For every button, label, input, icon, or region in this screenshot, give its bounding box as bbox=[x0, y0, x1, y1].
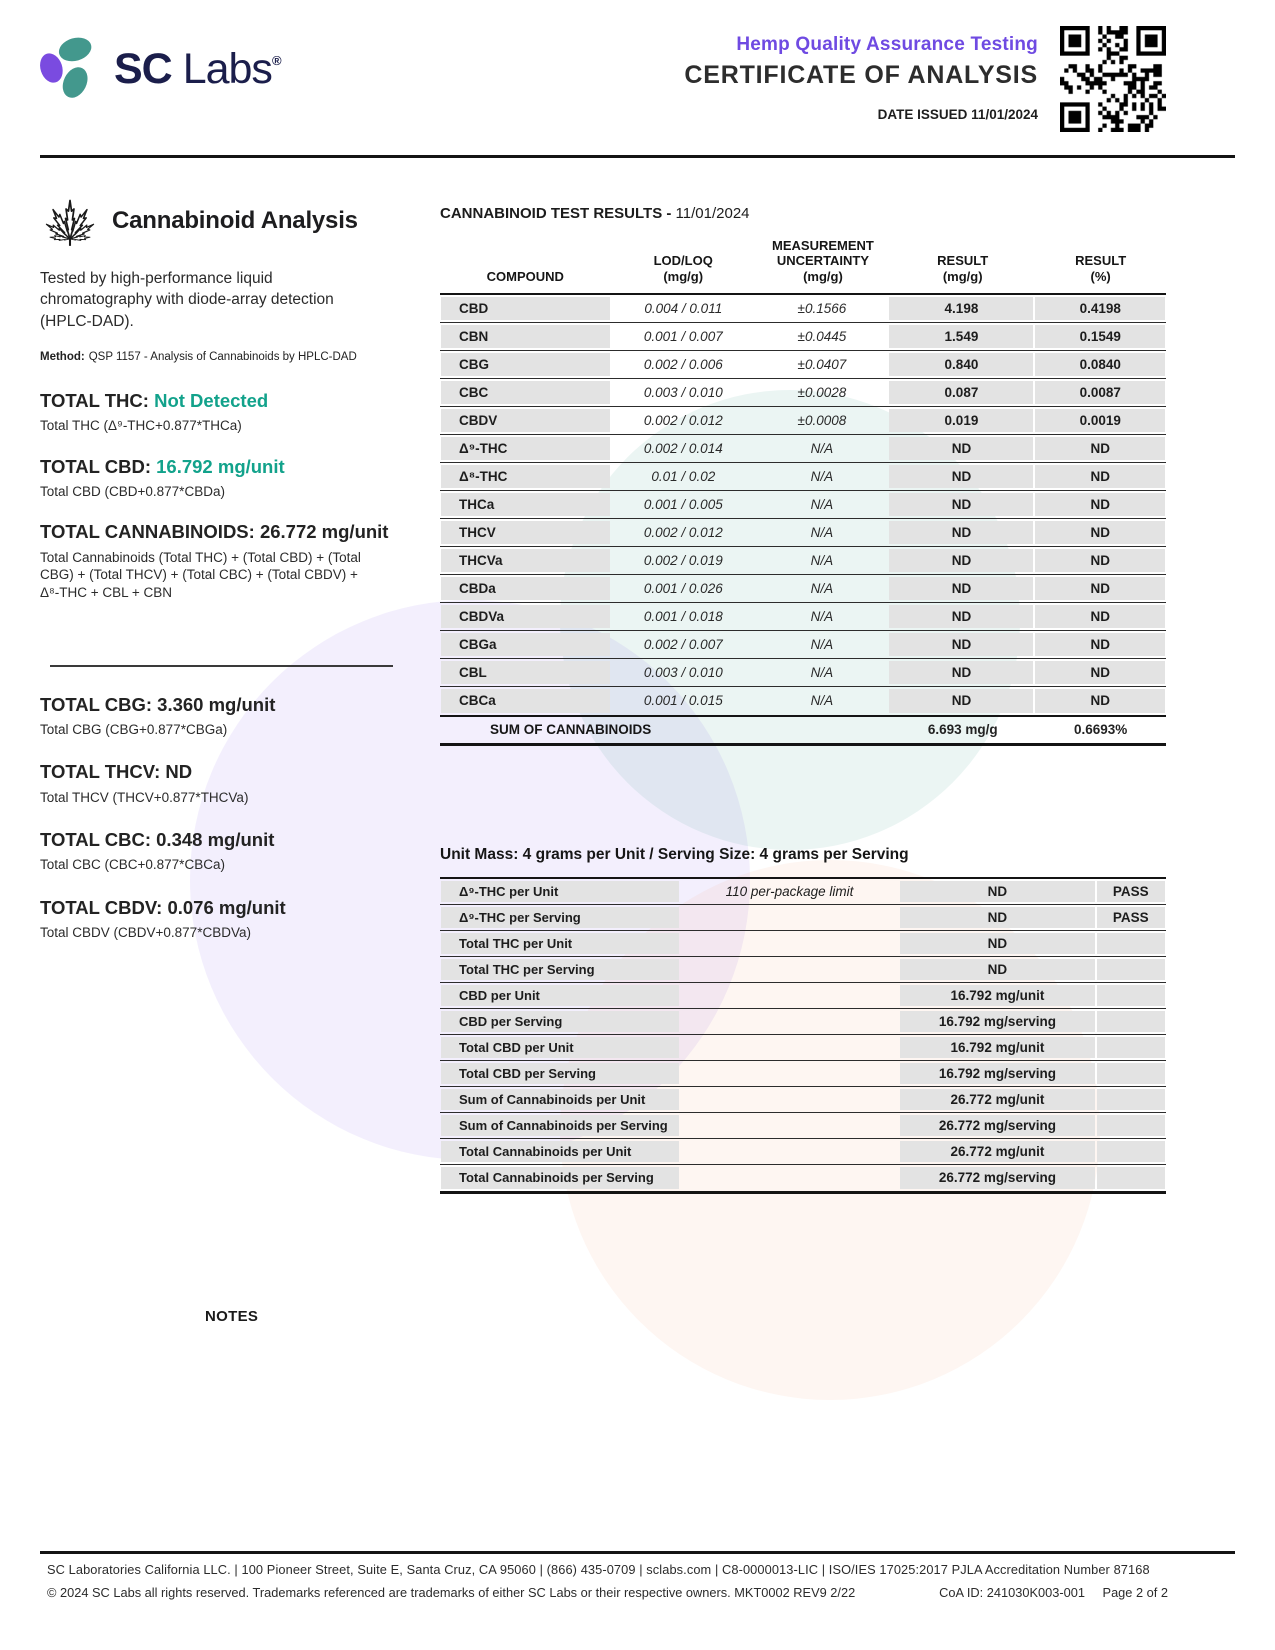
certificate-title: CERTIFICATE OF ANALYSIS bbox=[684, 61, 1038, 89]
result-mg-cell: 1.549 bbox=[889, 325, 1033, 348]
unit-row bbox=[440, 1113, 1166, 1139]
result-mg-cell: ND bbox=[889, 661, 1033, 684]
total-item bbox=[40, 693, 412, 739]
sum-of-cannabinoids-row bbox=[440, 715, 1166, 746]
result-row bbox=[440, 519, 1166, 547]
total-label: TOTAL CBG: bbox=[40, 693, 153, 715]
brand-sc: SC bbox=[114, 45, 172, 93]
unit-row-label: Total CBD per Unit bbox=[441, 1037, 679, 1058]
compound-cell: Δ⁹-THC bbox=[441, 437, 610, 460]
uncertainty-cell: N/A bbox=[810, 496, 834, 512]
footer-ids bbox=[925, 1585, 1168, 1600]
unit-mass-table bbox=[440, 877, 1166, 1194]
brand-labs: Labs bbox=[182, 45, 272, 93]
total-title bbox=[40, 828, 412, 851]
unit-mass-title: Unit Mass: 4 grams per Unit / Serving Size: 4 grams per Serving bbox=[440, 845, 909, 863]
result-mg-cell: ND bbox=[889, 437, 1033, 460]
unit-row-label: CBD per Unit bbox=[441, 985, 679, 1006]
lodloq-cell: 0.003 / 0.010 bbox=[643, 384, 723, 400]
notes-heading: NOTES bbox=[205, 1308, 259, 1325]
lodloq-cell: 0.002 / 0.012 bbox=[643, 412, 723, 428]
unit-row-status bbox=[1097, 1167, 1165, 1189]
compound-cell: THCVa bbox=[441, 549, 610, 572]
unit-row bbox=[440, 879, 1166, 905]
total-label: TOTAL CBDV: bbox=[40, 896, 163, 918]
footer-legal-line bbox=[47, 1585, 1168, 1600]
lodloq-cell: 0.004 / 0.011 bbox=[644, 300, 723, 316]
lodloq-cell: 0.001 / 0.015 bbox=[643, 693, 723, 709]
unit-row-limit bbox=[680, 1009, 900, 1034]
result-row bbox=[440, 631, 1166, 659]
page-number: Page 2 of 2 bbox=[1102, 1585, 1168, 1600]
unit-row-label: Δ⁹-THC per Unit bbox=[441, 881, 679, 902]
result-pct-cell: ND bbox=[1035, 493, 1165, 516]
registered-mark: ® bbox=[271, 53, 281, 68]
cannabinoid-analysis-panel bbox=[40, 192, 412, 963]
qr-code bbox=[1060, 26, 1166, 132]
total-label: TOTAL CBC: bbox=[40, 829, 151, 851]
compound-cell: CBG bbox=[441, 353, 610, 376]
lodloq-cell: 0.001 / 0.026 bbox=[643, 580, 723, 596]
program-title: Hemp Quality Assurance Testing bbox=[736, 34, 1038, 55]
result-row bbox=[440, 603, 1166, 631]
result-pct-cell: ND bbox=[1035, 549, 1165, 572]
results-title-date: 11/01/2024 bbox=[671, 205, 750, 222]
result-mg-cell: ND bbox=[889, 633, 1033, 656]
total-label: TOTAL THCV: bbox=[40, 761, 161, 783]
unit-row-limit bbox=[680, 1165, 900, 1191]
result-row bbox=[440, 295, 1166, 323]
date-issued: DATE ISSUED 11/01/2024 bbox=[877, 107, 1038, 122]
footer-copyright: © 2024 SC Labs all rights reserved. Trademarks referenced are trademarks of either SC Labs or their respective owners. MKT0002 REV9 2/22 bbox=[47, 1585, 856, 1600]
left-column-divider bbox=[50, 665, 393, 667]
footer-lab-info: SC Laboratories California LLC. | 100 Pioneer Street, Suite E, Santa Cruz, CA 95060 | (866) 435-0709 | sclabs.com | C8-0000013-LIC | ISO/IES 17025:2017 PJLA Accreditation Number 87168 bbox=[47, 1562, 1150, 1577]
result-mg-cell: ND bbox=[889, 465, 1033, 488]
total-title bbox=[40, 760, 412, 783]
result-row bbox=[440, 575, 1166, 603]
compound-cell: CBDa bbox=[441, 577, 610, 600]
results-table-header bbox=[440, 232, 1166, 295]
result-pct-cell: ND bbox=[1035, 521, 1165, 544]
result-mg-cell: ND bbox=[889, 493, 1033, 516]
result-mg-cell: 4.198 bbox=[889, 297, 1033, 320]
total-value: Not Detected bbox=[154, 390, 269, 412]
uncertainty-cell: N/A bbox=[810, 524, 834, 540]
unit-row-value: 16.792 mg/unit bbox=[900, 985, 1094, 1006]
sc-labs-petals-icon bbox=[40, 36, 102, 103]
unit-row-limit bbox=[680, 1113, 900, 1138]
total-title bbox=[40, 455, 412, 478]
uncertainty-cell: ±0.0008 bbox=[797, 412, 847, 428]
compound-cell: CBDVa bbox=[441, 605, 610, 628]
method-description: Tested by high-performance liquid chromatography with diode-array detection (HPLC-DAD). bbox=[40, 270, 334, 330]
brand-wordmark bbox=[114, 45, 281, 93]
uncertainty-cell: ±0.1566 bbox=[797, 300, 847, 316]
lodloq-cell: 0.002 / 0.007 bbox=[643, 636, 723, 652]
header-divider bbox=[40, 155, 1235, 158]
method-label: Method: bbox=[40, 351, 85, 364]
unit-row-status bbox=[1097, 985, 1165, 1006]
sum-label: SUM OF CANNABINOIDS bbox=[490, 722, 652, 738]
lodloq-cell: 0.003 / 0.010 bbox=[643, 664, 723, 680]
method-value: QSP 1157 - Analysis of Cannabinoids by HPLC-DAD bbox=[88, 351, 357, 364]
lodloq-cell: 0.002 / 0.006 bbox=[643, 356, 723, 372]
result-row bbox=[440, 379, 1166, 407]
unit-row-label: Total THC per Serving bbox=[441, 959, 679, 980]
result-row bbox=[440, 547, 1166, 575]
result-row bbox=[440, 463, 1166, 491]
unit-row-value: 16.792 mg/unit bbox=[900, 1037, 1094, 1058]
total-value: 3.360 mg/unit bbox=[157, 693, 276, 715]
total-title bbox=[40, 896, 412, 919]
results-title-label: CANNABINOID TEST RESULTS - bbox=[440, 205, 672, 222]
footer bbox=[47, 1562, 1168, 1600]
total-value: ND bbox=[165, 761, 193, 783]
total-formula: Total THC (Δ⁹-THC+0.877*THCa) bbox=[40, 418, 242, 434]
lodloq-cell: 0.001 / 0.005 bbox=[643, 496, 723, 512]
column-header-lodloq: LOD/LOQ (mg/g) bbox=[653, 253, 713, 284]
result-mg-cell: ND bbox=[889, 521, 1033, 544]
unit-row-status bbox=[1097, 933, 1165, 954]
total-formula: Total CBC (CBC+0.877*CBCa) bbox=[40, 857, 225, 873]
total-value: 26.772 mg/unit bbox=[259, 521, 389, 543]
result-mg-cell: ND bbox=[889, 549, 1033, 572]
result-mg-cell: 0.840 bbox=[889, 353, 1033, 376]
total-value: 16.792 mg/unit bbox=[156, 455, 285, 477]
footer-divider bbox=[40, 1551, 1235, 1554]
unit-row bbox=[440, 957, 1166, 983]
results-table-title bbox=[440, 205, 1166, 222]
unit-row-status bbox=[1097, 1063, 1165, 1084]
total-title bbox=[40, 693, 412, 716]
unit-row bbox=[440, 1009, 1166, 1035]
unit-row-status bbox=[1097, 1089, 1165, 1110]
unit-row bbox=[440, 931, 1166, 957]
unit-row-value: ND bbox=[900, 907, 1094, 928]
result-row bbox=[440, 351, 1166, 379]
column-header-result-mg: RESULT (mg/g) bbox=[937, 253, 989, 284]
compound-cell: CBN bbox=[441, 325, 610, 348]
unit-row-limit bbox=[680, 1035, 900, 1060]
lodloq-cell: 0.002 / 0.019 bbox=[643, 552, 723, 568]
total-formula: Total CBG (CBG+0.877*CBGa) bbox=[40, 721, 228, 737]
result-pct-cell: ND bbox=[1035, 605, 1165, 628]
unit-row bbox=[440, 1061, 1166, 1087]
unit-row-value: 16.792 mg/serving bbox=[900, 1063, 1094, 1084]
total-item bbox=[40, 389, 412, 435]
result-pct-cell: ND bbox=[1035, 689, 1165, 713]
lodloq-cell: 0.002 / 0.014 bbox=[643, 440, 723, 456]
unit-row-value: 26.772 mg/serving bbox=[900, 1115, 1094, 1136]
uncertainty-cell: N/A bbox=[810, 552, 834, 568]
sum-mg-value: 6.693 mg/g bbox=[927, 722, 998, 738]
sc-labs-logo bbox=[40, 36, 281, 103]
unit-row bbox=[440, 1087, 1166, 1113]
uncertainty-cell: N/A bbox=[810, 693, 834, 709]
result-row bbox=[440, 687, 1166, 715]
unit-row-limit bbox=[680, 983, 900, 1008]
uncertainty-cell: N/A bbox=[810, 580, 834, 596]
result-pct-cell: 0.1549 bbox=[1035, 325, 1165, 348]
column-header-uncertainty: MEASUREMENT UNCERTAINTY (mg/g) bbox=[772, 238, 874, 284]
results-table-body bbox=[440, 295, 1166, 715]
unit-row bbox=[440, 1139, 1166, 1165]
compound-cell: CBDV bbox=[441, 409, 610, 432]
uncertainty-cell: N/A bbox=[810, 664, 834, 680]
compound-cell: Δ⁸-THC bbox=[441, 465, 610, 488]
total-title bbox=[40, 389, 412, 412]
column-header-compound: COMPOUND bbox=[486, 268, 564, 284]
compound-cell: THCV bbox=[441, 521, 610, 544]
uncertainty-cell: ±0.0028 bbox=[797, 384, 847, 400]
uncertainty-cell: N/A bbox=[810, 440, 834, 456]
result-row bbox=[440, 491, 1166, 519]
result-mg-cell: ND bbox=[889, 605, 1033, 628]
lodloq-cell: 0.001 / 0.007 bbox=[643, 328, 723, 344]
section-title: Cannabinoid Analysis bbox=[112, 207, 358, 234]
column-header-result-pct: RESULT (%) bbox=[1075, 253, 1127, 284]
total-item bbox=[40, 520, 412, 601]
unit-row-value: 26.772 mg/serving bbox=[900, 1167, 1094, 1189]
result-row bbox=[440, 659, 1166, 687]
unit-row-value: ND bbox=[900, 933, 1094, 954]
unit-row-value: 26.772 mg/unit bbox=[900, 1089, 1094, 1110]
method-line bbox=[40, 351, 412, 363]
unit-row bbox=[440, 1165, 1166, 1191]
lodloq-cell: 0.002 / 0.012 bbox=[643, 524, 723, 540]
result-pct-cell: ND bbox=[1035, 437, 1165, 460]
total-item bbox=[40, 760, 412, 806]
unit-row-limit bbox=[680, 931, 900, 956]
result-pct-cell: 0.0019 bbox=[1035, 409, 1165, 432]
unit-row-status: PASS bbox=[1097, 881, 1165, 902]
compound-cell: CBD bbox=[441, 297, 610, 320]
unit-row-label: Total THC per Unit bbox=[441, 933, 679, 954]
compound-cell: CBC bbox=[441, 381, 610, 404]
coa-id: CoA ID: 241030K003-001 bbox=[939, 1585, 1085, 1600]
unit-row-label: Sum of Cannabinoids per Unit bbox=[441, 1089, 679, 1110]
result-row bbox=[440, 323, 1166, 351]
unit-row-label: Sum of Cannabinoids per Serving bbox=[441, 1115, 679, 1136]
compound-cell: CBGa bbox=[441, 633, 610, 656]
uncertainty-cell: ±0.0445 bbox=[797, 328, 847, 344]
result-mg-cell: ND bbox=[889, 689, 1033, 713]
test-results-panel bbox=[440, 205, 1166, 1194]
uncertainty-cell: N/A bbox=[810, 468, 834, 484]
unit-row bbox=[440, 1035, 1166, 1061]
cannabis-leaf-icon bbox=[40, 192, 100, 250]
result-pct-cell: ND bbox=[1035, 465, 1165, 488]
total-formula: Total CBD (CBD+0.877*CBDa) bbox=[40, 483, 225, 499]
unit-row-value: 16.792 mg/serving bbox=[900, 1011, 1094, 1032]
total-title bbox=[40, 520, 412, 543]
total-value: 0.348 mg/unit bbox=[156, 829, 275, 851]
header-title-block bbox=[684, 34, 1038, 122]
result-pct-cell: 0.0840 bbox=[1035, 353, 1165, 376]
result-pct-cell: ND bbox=[1035, 577, 1165, 600]
totals-primary bbox=[40, 389, 412, 601]
result-pct-cell: 0.0087 bbox=[1035, 381, 1165, 404]
unit-row bbox=[440, 905, 1166, 931]
unit-row-label: Total CBD per Serving bbox=[441, 1063, 679, 1084]
total-label: TOTAL CANNABINOIDS: bbox=[40, 521, 255, 543]
section-heading bbox=[40, 192, 412, 250]
unit-row-limit bbox=[680, 1061, 900, 1086]
unit-row-label: Total Cannabinoids per Unit bbox=[441, 1141, 679, 1162]
compound-cell: CBL bbox=[441, 661, 610, 684]
total-label: TOTAL THC: bbox=[40, 390, 149, 412]
result-pct-cell: ND bbox=[1035, 661, 1165, 684]
total-formula: Total CBDV (CBDV+0.877*CBDVa) bbox=[40, 924, 251, 940]
unit-row-status bbox=[1097, 1037, 1165, 1058]
unit-row bbox=[440, 983, 1166, 1009]
total-value: 0.076 mg/unit bbox=[167, 896, 286, 918]
total-item bbox=[40, 828, 412, 874]
lodloq-cell: 0.001 / 0.018 bbox=[643, 608, 723, 624]
unit-row-limit bbox=[680, 905, 900, 930]
result-mg-cell: ND bbox=[889, 577, 1033, 600]
totals-secondary bbox=[40, 693, 412, 942]
compound-cell: THCa bbox=[441, 493, 610, 516]
total-label: TOTAL CBD: bbox=[40, 455, 151, 477]
unit-row-status bbox=[1097, 1141, 1165, 1162]
total-formula: Total Cannabinoids (Total THC) + (Total CBD) + (Total CBG) + (Total THCV) + (Total CBC) + (Total CBDV) + Δ⁸-THC + CBL + CBN bbox=[40, 549, 361, 600]
unit-row-status bbox=[1097, 1115, 1165, 1136]
unit-row-limit: 110 per-package limit bbox=[725, 883, 854, 899]
unit-row-status bbox=[1097, 1011, 1165, 1032]
total-formula: Total THCV (THCV+0.877*THCVa) bbox=[40, 789, 249, 805]
unit-row-limit bbox=[680, 1087, 900, 1112]
uncertainty-cell: ±0.0407 bbox=[797, 356, 847, 372]
unit-row-limit bbox=[680, 957, 900, 982]
unit-row-label: CBD per Serving bbox=[441, 1011, 679, 1032]
result-row bbox=[440, 435, 1166, 463]
unit-row-value: 26.772 mg/unit bbox=[900, 1141, 1094, 1162]
uncertainty-cell: N/A bbox=[810, 636, 834, 652]
unit-row-label: Δ⁹-THC per Serving bbox=[441, 907, 679, 928]
result-mg-cell: 0.087 bbox=[889, 381, 1033, 404]
total-item bbox=[40, 455, 412, 501]
result-row bbox=[440, 407, 1166, 435]
result-pct-cell: 0.4198 bbox=[1035, 297, 1165, 320]
unit-row-value: ND bbox=[900, 881, 1094, 902]
sum-pct-value: 0.6693% bbox=[1073, 722, 1128, 738]
unit-row-label: Total Cannabinoids per Serving bbox=[441, 1167, 679, 1189]
total-item bbox=[40, 896, 412, 942]
result-pct-cell: ND bbox=[1035, 633, 1165, 656]
unit-row-status: PASS bbox=[1097, 907, 1165, 928]
unit-row-limit bbox=[680, 1139, 900, 1164]
lodloq-cell: 0.01 / 0.02 bbox=[651, 468, 716, 484]
unit-row-value: ND bbox=[900, 959, 1094, 980]
unit-row-status bbox=[1097, 959, 1165, 980]
result-mg-cell: 0.019 bbox=[889, 409, 1033, 432]
compound-cell: CBCa bbox=[441, 689, 610, 713]
uncertainty-cell: N/A bbox=[810, 608, 834, 624]
